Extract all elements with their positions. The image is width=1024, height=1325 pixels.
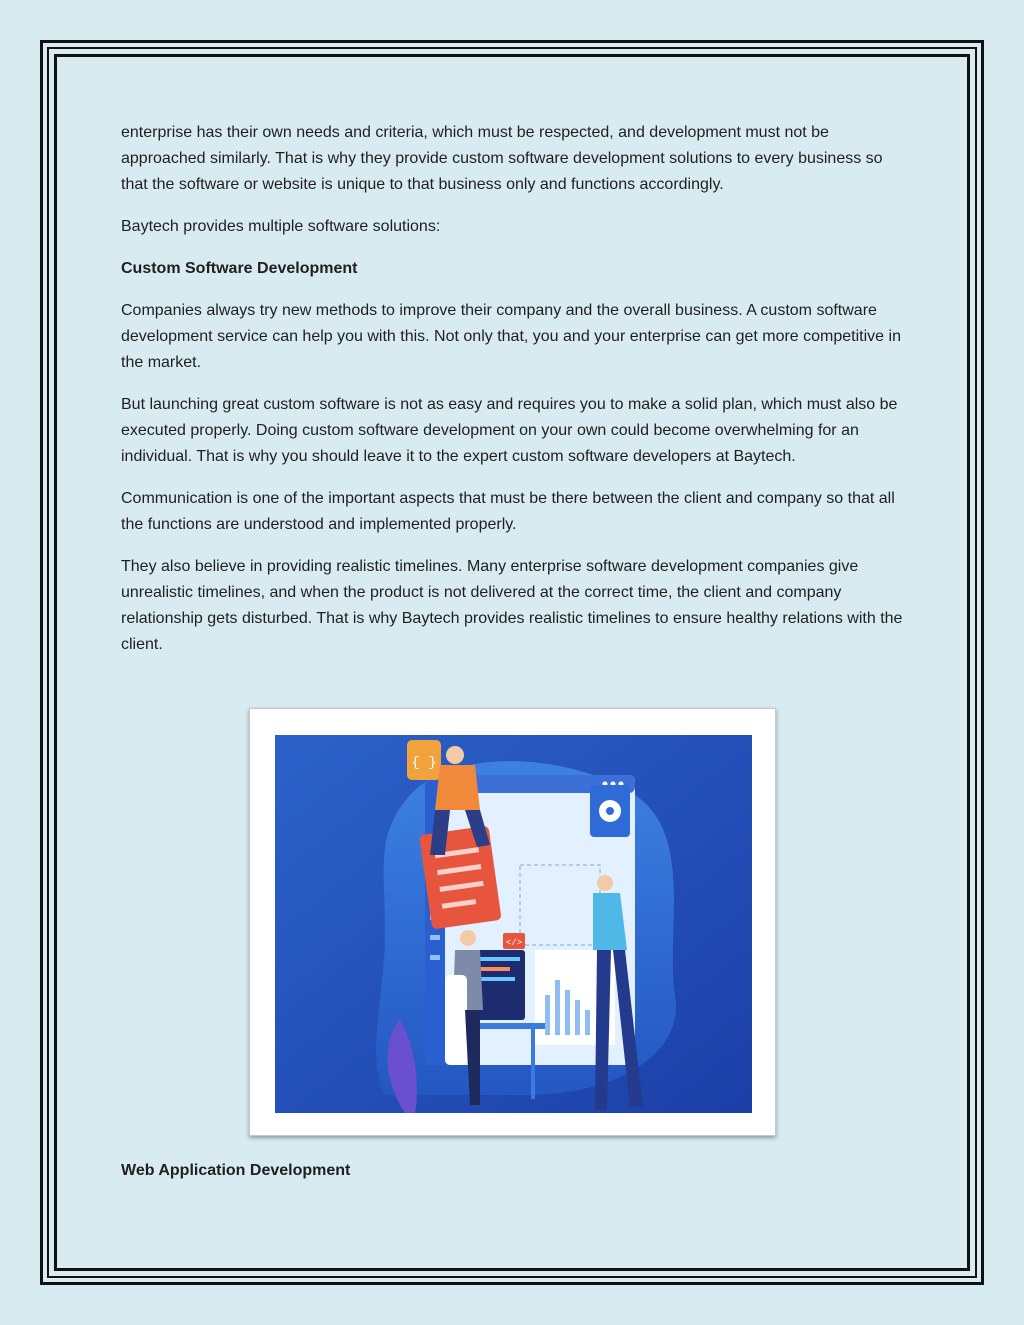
code-badge-label: { } [411, 755, 437, 771]
paragraph-solutions-lead: Baytech provides multiple software solutions: [121, 218, 441, 235]
mini-bar [565, 990, 570, 1035]
sidebar-line [430, 955, 440, 960]
software-development-illustration [249, 708, 776, 1136]
mini-bar [575, 1000, 580, 1035]
code-tag-label: </> [505, 938, 523, 948]
document-body [121, 120, 911, 674]
seated-man-head [460, 930, 476, 946]
heading-custom-software: Custom Software Development [121, 260, 358, 277]
woman-head [597, 875, 613, 891]
paragraph-timelines: They also believe in providing realistic timelines. Many enterprise software development companies give unrealistic timelines, and when the product is not delivered at the correct time, the client and company relationship gets disturbed. That is why Baytech provides realistic timelines to ensure healthy relations with the client. [121, 558, 903, 653]
paragraph-companies: Companies always try new methods to improve their company and the overall business. A custom software development service can help you with this. Not only that, you and your enterprise can get more competitive in the market. [121, 302, 901, 371]
illustration-artwork [275, 735, 752, 1113]
paragraph-launching: But launching great custom software is not as easy and requires you to make a solid plan, which must also be executed properly. Doing custom software development on your own could become overwhelming for an individual. That is why you should leave it to the expert custom software developers at Baytech. [121, 396, 898, 465]
paragraph-intro: enterprise has their own needs and criteria, which must be respected, and development must not be approached similarly. That is why they provide custom software development solutions to every business so that the software or website is unique to that business only and functions accordingly. [121, 124, 883, 193]
mini-bar [545, 995, 550, 1035]
desk-leg [531, 1029, 535, 1099]
paragraph-communication: Communication is one of the important aspects that must be there between the client and company so that all the functions are understood and implemented properly. [121, 490, 895, 533]
mini-bar [555, 980, 560, 1035]
man-head [446, 746, 464, 764]
sidebar-line [430, 935, 440, 940]
office-chair [445, 975, 467, 1065]
heading-web-application: Web Application Development [121, 1162, 351, 1179]
man-body [435, 765, 480, 810]
mini-bar [585, 1010, 590, 1035]
red-card [419, 826, 502, 930]
